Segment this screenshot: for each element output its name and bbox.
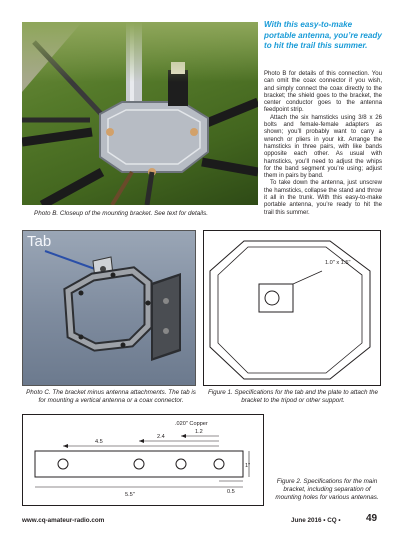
figure-1-dimension-label: 1.0" x 1.5"	[325, 260, 351, 266]
figure-1-drawing	[204, 231, 380, 385]
photo-c-tab-label: Tab	[27, 233, 52, 250]
footer-bullet-1: •	[323, 517, 326, 524]
photo-b-caption: Photo B. Closeup of the mounting bracket. See text for details.	[34, 210, 208, 217]
figure-2-copper-label: .020" Copper	[175, 421, 208, 427]
body-paragraph-3: To take down the antenna, just unscrew the hamsticks, collapse the stand and throw it all in the trunk. With this easy-to-make portable antenna, you’re ready to hit the trail this summer.	[264, 180, 382, 216]
footer-issue-date: June 2016	[291, 517, 322, 524]
figure-2-drawing	[23, 415, 263, 505]
body-paragraph-2: Attach the six hamsticks using 3/8 x 26 bolts and female-female adapters as shown; you’ll probably want to carry a wrench or pliers in your kit. Arrange the hamsticks in three pairs, with like bands opposite each other. As usual with hamsticks, you’ll need to adjust the whips for the band segment you’re using; adjust them in pairs by band.	[264, 114, 382, 180]
figure-1-diagram	[203, 230, 381, 386]
figure-2-length-label: 5.5"	[125, 492, 135, 498]
figure-2-height-label: 1"	[245, 463, 251, 469]
footer-magazine: CQ	[327, 517, 337, 524]
photo-c-caption: Photo C. The bracket minus antenna attachments. The tab is for mounting a vertical antenna or a coax connector.	[26, 389, 196, 404]
photo-b-mounting-bracket	[22, 22, 258, 205]
figure-2-dim-1-2: 1.2	[195, 429, 203, 435]
footer-bullet-2: •	[338, 517, 341, 524]
lead-text: With this easy-to-make portable antenna, you’re ready to hit the trail this summer.	[264, 20, 382, 50]
article-body	[264, 71, 382, 217]
figure-2-edge-label: 0.5	[227, 489, 235, 495]
photo-c-bracket-render	[22, 230, 196, 386]
body-paragraph-1: Photo B for details of this connection. You can omit the coax connector if you wish, and simply connect the coax directly to the bracket; the shield goes to the bracket, the center conductor goes to the antenna feedpoint strip.	[264, 71, 382, 114]
page-number: 49	[366, 513, 378, 524]
figure-2-dim-2-4: 2.4	[157, 434, 165, 440]
figure-2-dim-4-5: 4.5	[95, 439, 103, 445]
figure-1-caption: Figure 1. Specifications for the tab and the plate to attach the bracket to the tripod or other support.	[207, 389, 379, 404]
footer-url[interactable]: www.cq-amateur-radio.com	[22, 517, 105, 524]
footer-issue	[291, 517, 341, 524]
figure-2-diagram	[22, 414, 264, 506]
photo-c-illustration	[23, 231, 195, 385]
figure-2-caption: Figure 2. Specifications for the main bracket, including separation of mounting holes for various antennas.	[275, 478, 379, 501]
